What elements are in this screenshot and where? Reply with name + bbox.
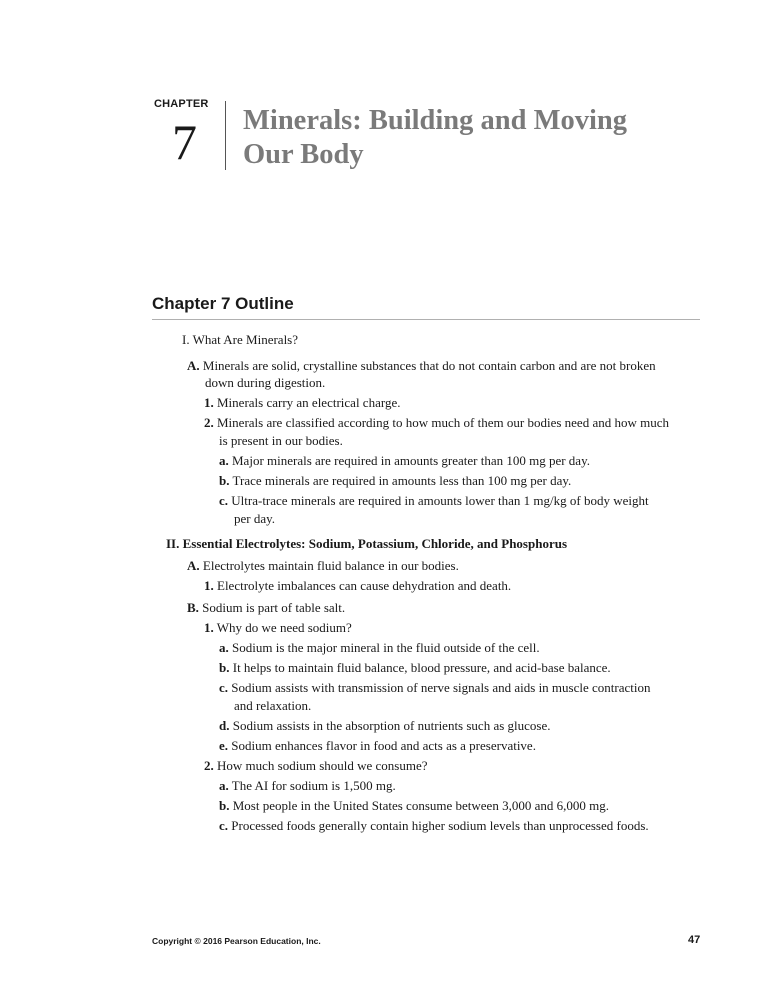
outline-marker: c. — [219, 818, 229, 833]
outline-item-level3 — [204, 578, 511, 593]
outline-item-level1 — [182, 332, 298, 347]
outline-item-level3 — [204, 620, 352, 635]
outline-marker: a. — [219, 453, 229, 468]
outline-text: Sodium assists in the absorption of nutrients such as glucose. — [232, 718, 551, 733]
outline-text: and relaxation. — [234, 698, 312, 713]
outline-item-continuation — [205, 375, 325, 390]
outline-marker: c. — [219, 493, 229, 508]
outline-marker: a. — [219, 640, 229, 655]
outline-marker: 2. — [204, 415, 214, 430]
outline-text: What Are Minerals? — [192, 332, 299, 347]
outline-item-level4 — [219, 818, 649, 833]
outline-text: down during digestion. — [205, 375, 326, 390]
outline-text: Sodium is the major mineral in the fluid outside of the cell. — [232, 640, 540, 655]
outline-item-level4 — [219, 798, 609, 813]
outline-marker: I. — [182, 332, 190, 347]
outline-text: Why do we need sodium? — [216, 620, 352, 635]
outline-text: Electrolytes maintain fluid balance in our bodies. — [202, 558, 459, 573]
outline-text: Sodium is part of table salt. — [202, 600, 346, 615]
outline-item-continuation — [234, 511, 275, 526]
outline-heading: Chapter 7 Outline — [152, 294, 294, 313]
chapter-title-line-2: Our Body — [243, 139, 364, 170]
chapter-title — [243, 104, 723, 172]
outline-marker: 1. — [204, 620, 214, 635]
chapter-title-line-1: Minerals: Building and Moving — [243, 105, 628, 136]
outline-marker: e. — [219, 738, 229, 753]
outline-text: per day. — [234, 511, 276, 526]
outline-text: Processed foods generally contain higher sodium levels than unprocessed foods. — [231, 818, 649, 833]
outline-text: Sodium enhances flavor in food and acts as a preservative. — [231, 738, 536, 753]
page-number: 47 — [688, 934, 701, 946]
outline-item-level4 — [219, 778, 396, 793]
outline-section-heading — [166, 536, 567, 551]
outline-marker: A. — [187, 358, 200, 373]
outline-text: Ultra-trace minerals are required in amounts lower than 1 mg/kg of body weight — [231, 493, 649, 508]
outline-item-level4 — [219, 453, 590, 468]
outline-text: Electrolyte imbalances can cause dehydration and death. — [217, 578, 512, 593]
outline-divider — [152, 319, 700, 320]
outline-text: It helps to maintain fluid balance, blood pressure, and acid-base balance. — [232, 660, 611, 675]
outline-item-level4 — [219, 660, 611, 675]
outline-marker: d. — [219, 718, 230, 733]
outline-marker: B. — [187, 600, 199, 615]
outline-text: How much sodium should we consume? — [217, 758, 428, 773]
outline-item-level2 — [187, 358, 656, 373]
outline-marker: a. — [219, 778, 229, 793]
outline-text: Minerals are classified according to how much of them our bodies need and how much — [217, 415, 669, 430]
outline-marker: II. — [166, 536, 180, 551]
chapter-number: 7 — [172, 114, 197, 170]
outline-text: Major minerals are required in amounts greater than 100 mg per day. — [232, 453, 590, 468]
outline-marker: b. — [219, 473, 230, 488]
outline-item-level4 — [219, 680, 650, 695]
outline-item-continuation — [234, 698, 311, 713]
outline-marker: b. — [219, 660, 230, 675]
outline-item-level2 — [187, 600, 345, 615]
outline-text: Trace minerals are required in amounts less than 100 mg per day. — [232, 473, 572, 488]
outline-item-continuation — [219, 433, 343, 448]
outline-item-level4 — [219, 493, 649, 508]
outline-item-level4 — [219, 738, 536, 753]
outline-item-level3 — [204, 758, 428, 773]
outline-text: Minerals are solid, crystalline substances that do not contain carbon and are not broken — [202, 358, 656, 373]
outline-marker: A. — [187, 558, 200, 573]
outline-text: is present in our bodies. — [219, 433, 343, 448]
outline-text: The AI for sodium is 1,500 mg. — [231, 778, 396, 793]
chapter-divider — [225, 101, 226, 170]
outline-marker: c. — [219, 680, 229, 695]
footer-copyright: Copyright © 2016 Pearson Education, Inc. — [152, 936, 321, 946]
chapter-label: CHAPTER — [154, 98, 209, 110]
outline-item-level4 — [219, 473, 571, 488]
outline-text: Sodium assists with transmission of nerve signals and aids in muscle contraction — [231, 680, 651, 695]
outline-marker: 2. — [204, 758, 214, 773]
outline-item-level3 — [204, 415, 669, 430]
outline-item-level4 — [219, 718, 551, 733]
outline-marker: 1. — [204, 395, 214, 410]
outline-marker: b. — [219, 798, 230, 813]
outline-item-level4 — [219, 640, 540, 655]
outline-marker: 1. — [204, 578, 214, 593]
outline-text: Most people in the United States consume between 3,000 and 6,000 mg. — [232, 798, 609, 813]
outline-text: Minerals carry an electrical charge. — [217, 395, 401, 410]
outline-text: Essential Electrolytes: Sodium, Potassium, Chloride, and Phosphorus — [182, 536, 568, 551]
outline-item-level2 — [187, 558, 459, 573]
outline-item-level3 — [204, 395, 400, 410]
